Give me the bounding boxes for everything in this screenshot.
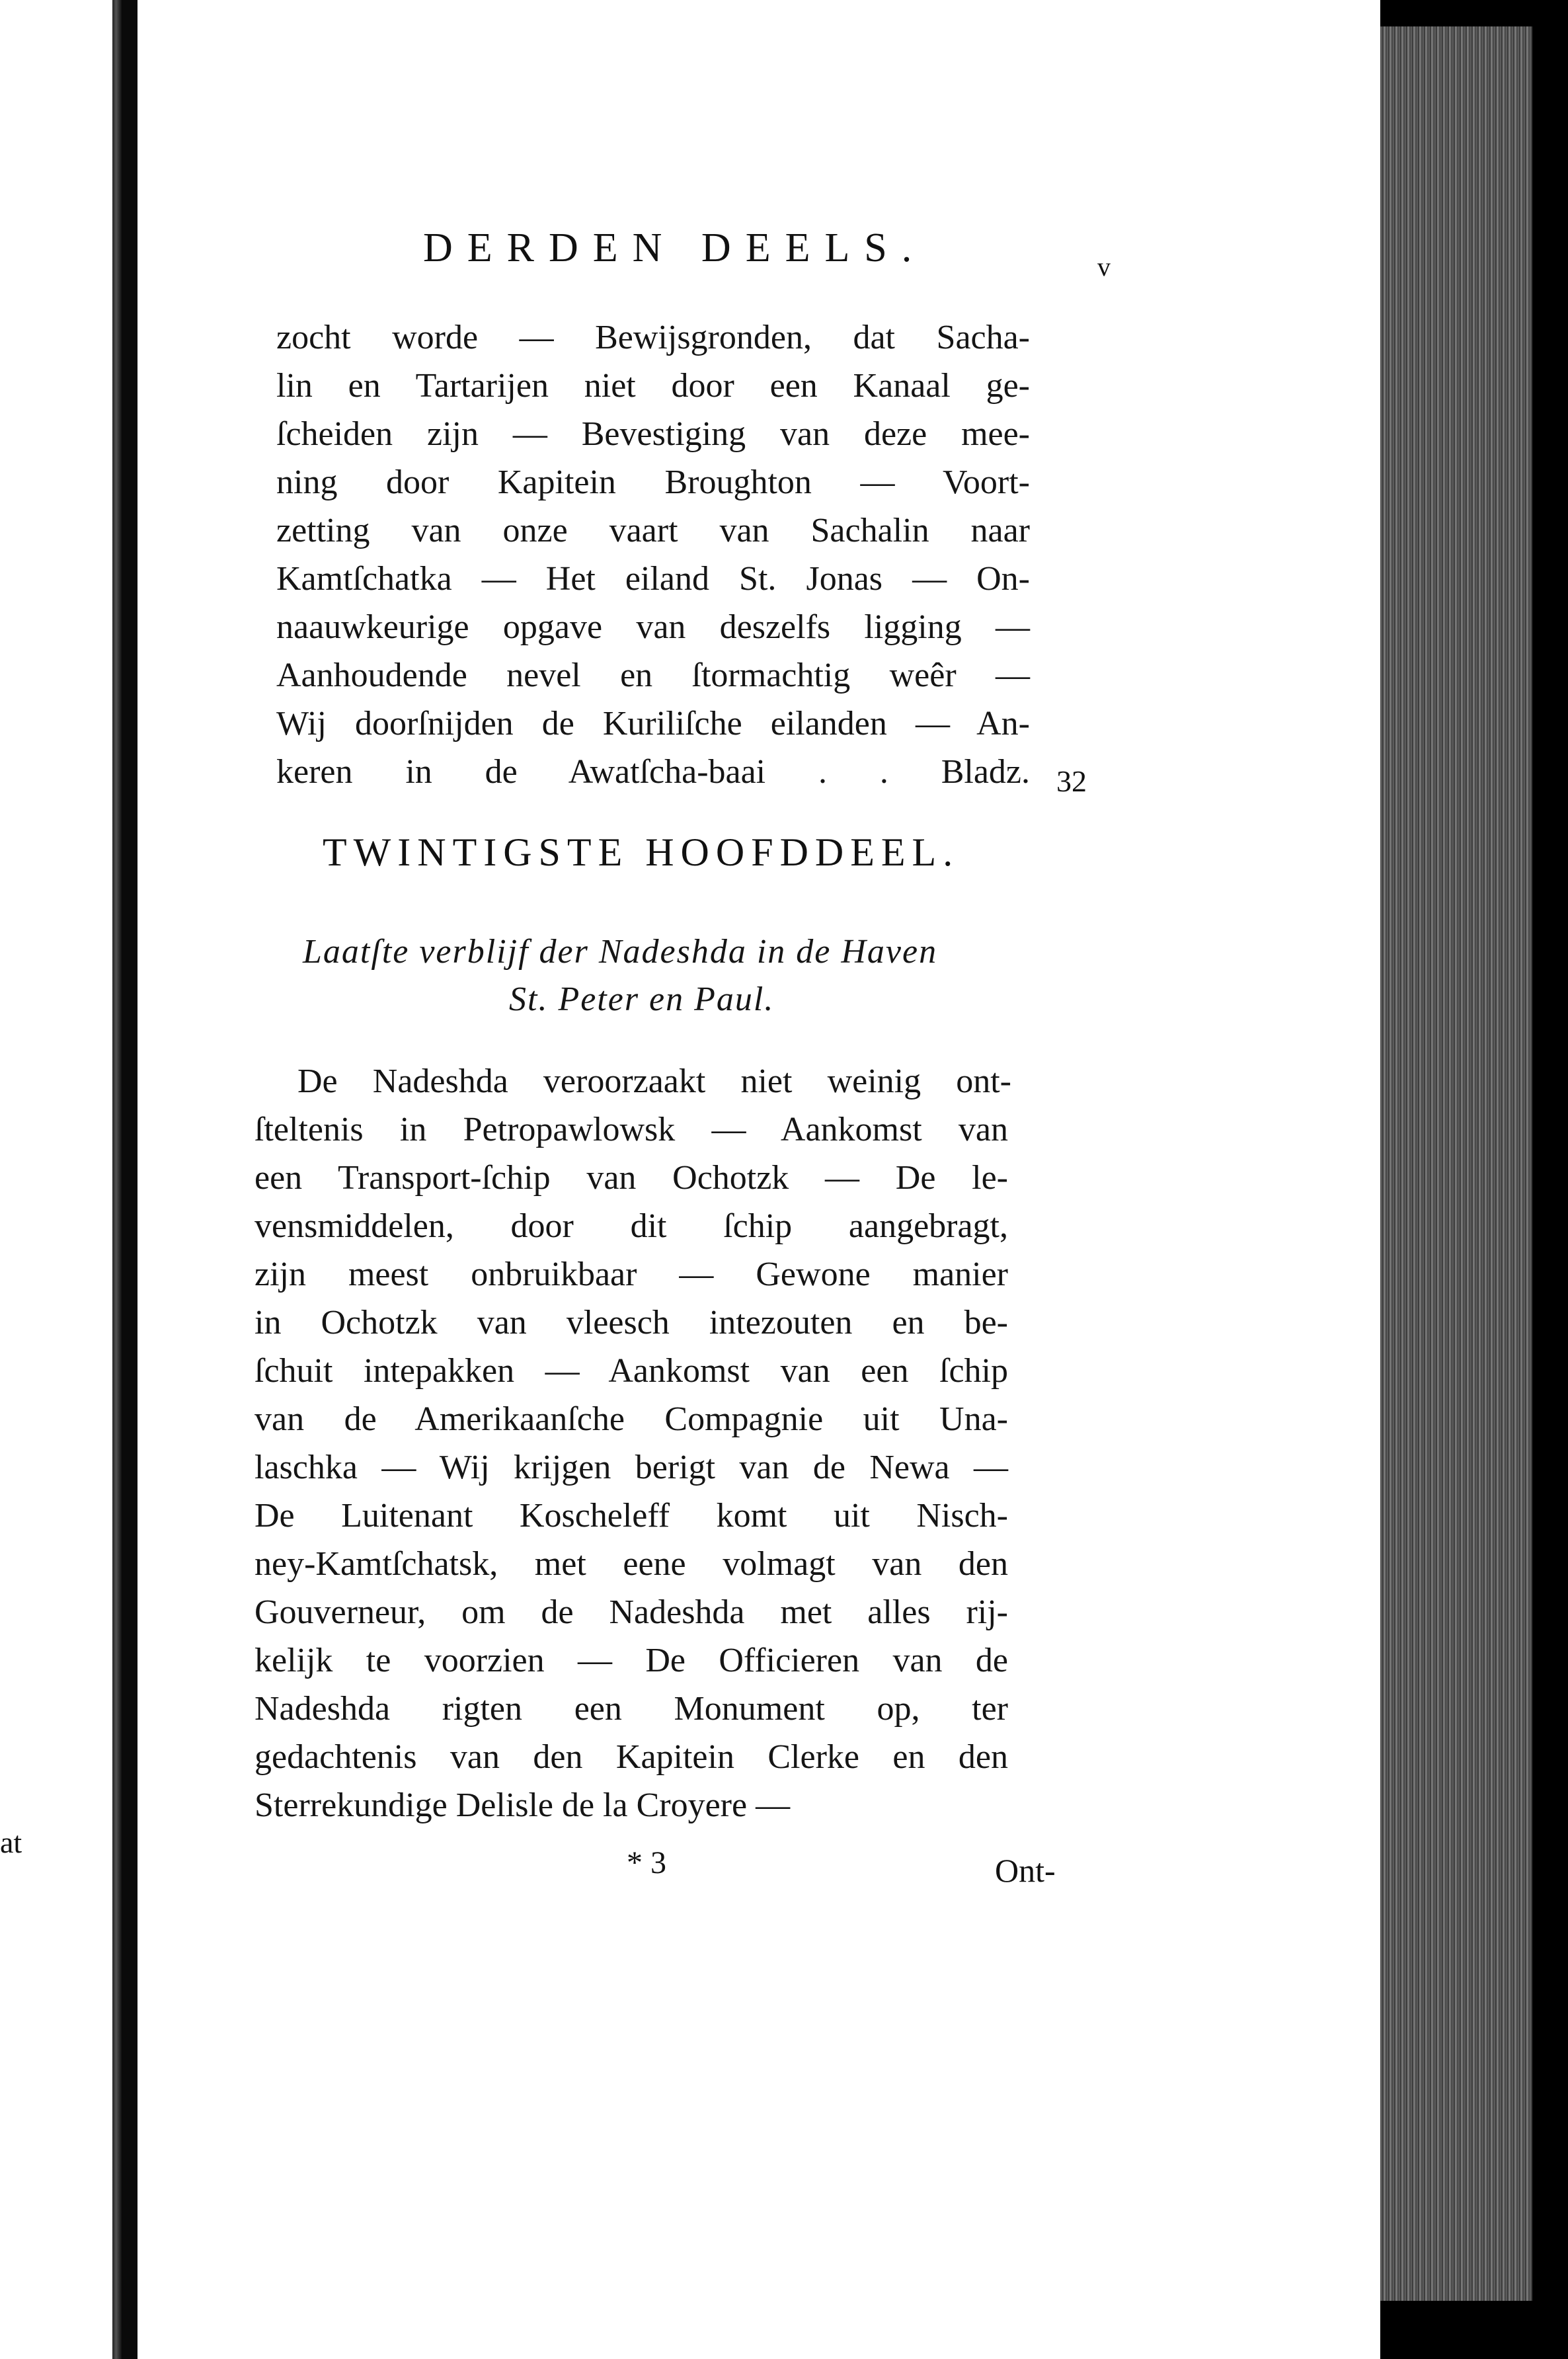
chapter-subtitle-line: Laatſte verblijf der Nadeshda in de Haven <box>303 933 938 971</box>
summary-line: gedachtenis van den Kapitein Clerke en den <box>255 1738 1008 1776</box>
text-line: Wij doorſnijden de Kuriliſche eilanden — An- <box>276 705 1030 742</box>
chapter-subtitle-line: St. Peter en Paul. <box>509 980 775 1018</box>
page-number-roman: v <box>1097 252 1111 282</box>
summary-line: van de Amerikaanſche Compagnie uit Una- <box>255 1400 1008 1438</box>
summary-line: vensmiddelen, door dit ſchip aangebragt, <box>255 1207 1008 1245</box>
text-line: Aanhoudende nevel en ſtormachtig weêr — <box>276 657 1030 694</box>
summary-line: kelijk te voorzien — De Officieren van de <box>255 1642 1008 1679</box>
summary-line: ſteltenis in Petropawlowsk — Aankomst van <box>255 1111 1008 1148</box>
summary-line: De Nadeshda veroorzaakt niet weinig ont- <box>297 1062 1011 1100</box>
summary-line: ney-Kamtſchatsk, met eene volmagt van den <box>255 1545 1008 1583</box>
left-page-edge <box>112 0 122 2359</box>
summary-line: ſchuit intepakken — Aankomst van een ſchip <box>255 1352 1008 1390</box>
running-head: DERDEN DEELS. <box>423 225 927 270</box>
summary-line: laschka — Wij krijgen berigt van de Newa — <box>255 1449 1008 1486</box>
chapter-heading: TWINTIGSTE HOOFDDEEL. <box>323 830 960 874</box>
summary-line: Nadeshda rigten een Monument op, ter <box>255 1690 1008 1728</box>
text-line: naauwkeurige opgave van deszelfs ligging — <box>276 608 1030 646</box>
summary-line: een Transport-ſchip van Ochotzk — De le- <box>255 1159 1008 1197</box>
page-edges <box>1380 26 1532 2301</box>
text-line: ning door Kapitein Broughton — Voort- <box>276 463 1030 501</box>
text-line: lin en Tartarijen niet door een Kanaal ge- <box>276 367 1030 405</box>
summary-line: Gouverneur, om de Nadeshda met alles rij- <box>255 1593 1008 1631</box>
catchword: Ont- <box>995 1852 1056 1889</box>
text-line: zetting van onze vaart van Sachalin naar <box>276 512 1030 549</box>
summary-line: De Luitenant Koscheleff komt uit Nisch- <box>255 1497 1008 1535</box>
text-line: ſcheiden zijn — Bevestiging van deze mee- <box>276 415 1030 453</box>
summary-line: in Ochotzk van vleesch intezouten en be- <box>255 1304 1008 1341</box>
book-gutter <box>122 0 139 2359</box>
signature-mark: * 3 <box>627 1845 666 1880</box>
text-line: keren in de Awatſcha-baai . . Bladz. <box>276 753 1030 791</box>
left-page-sliver <box>0 0 126 2359</box>
left-page-fragment: at <box>0 1825 22 1859</box>
summary-line: Sterrekundige Delisle de la Croyere — <box>255 1786 791 1824</box>
text-line: zocht worde — Bewijsgronden, dat Sacha- <box>276 319 1030 356</box>
page-reference: 32 <box>1056 764 1087 798</box>
text-line: Kamtſchatka — Het eiland St. Jonas — On- <box>276 560 1030 598</box>
page-edges-shadow <box>1532 0 1568 2359</box>
summary-line: zijn meest onbruikbaar — Gewone manier <box>255 1256 1008 1293</box>
